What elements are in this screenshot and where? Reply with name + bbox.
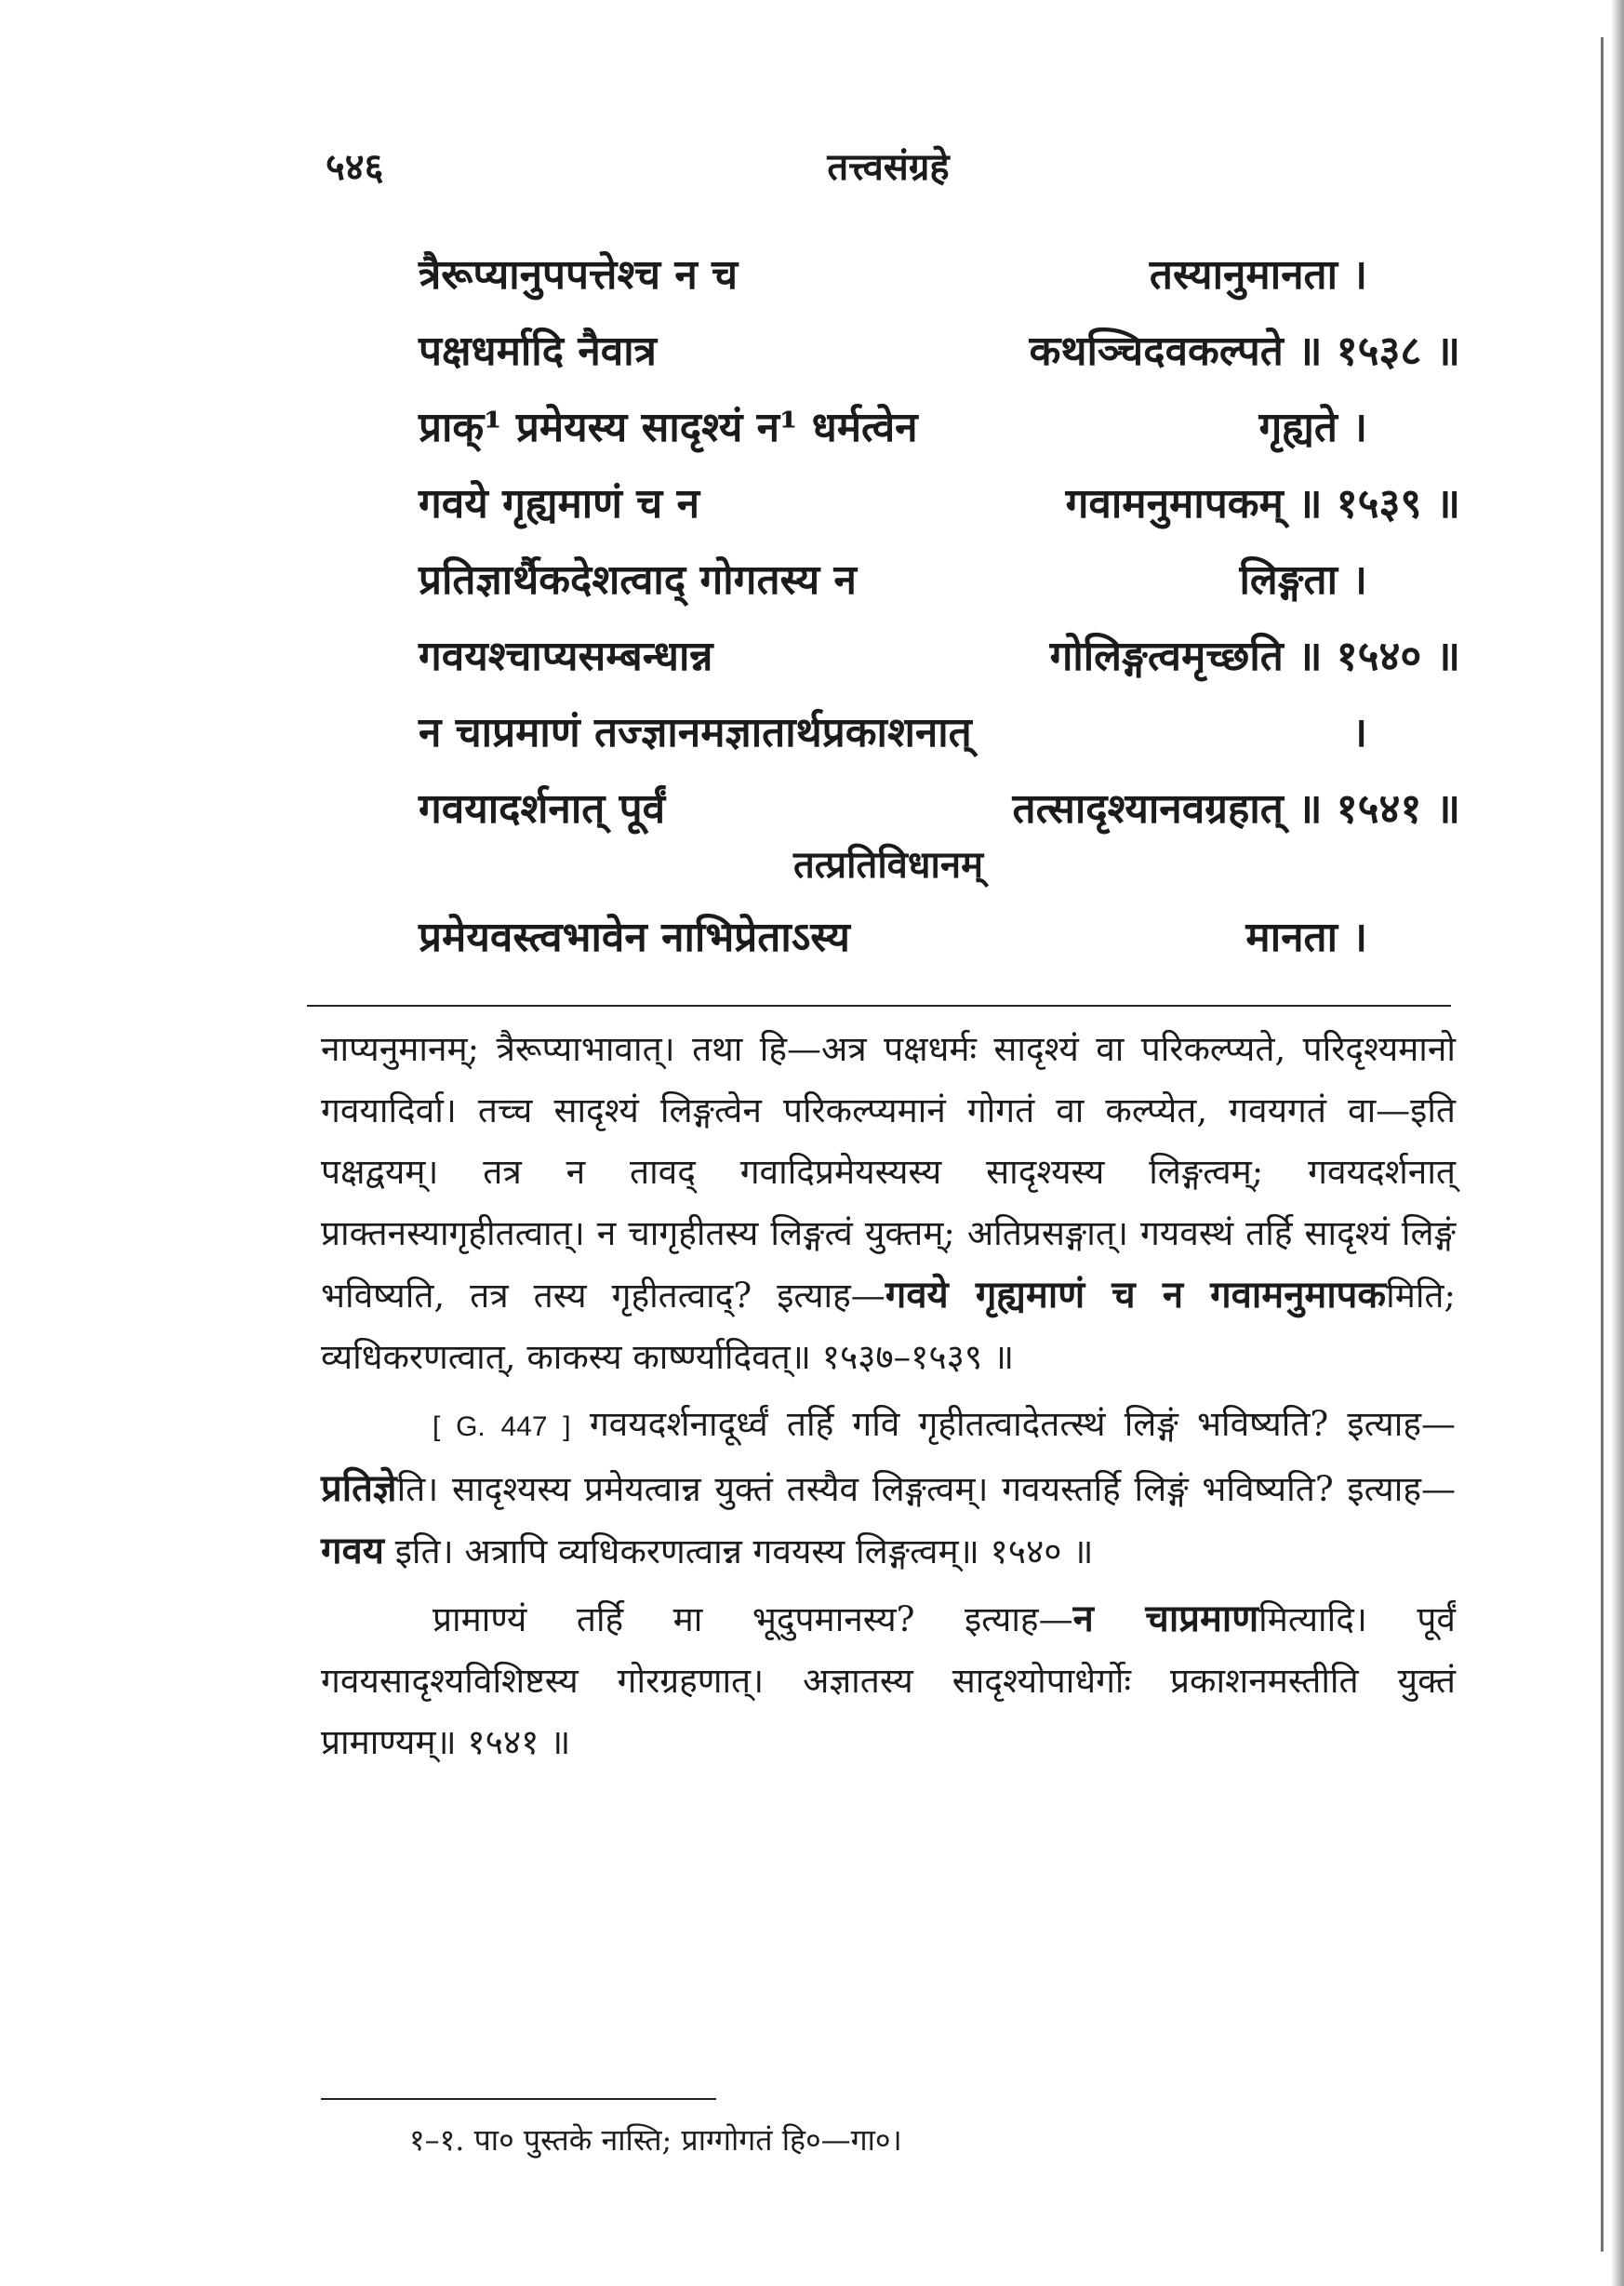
page-edge [1611,0,1624,2286]
commentary-text: ति। सादृश्यस्य प्रमेयत्वान्न युक्तं तस्यैव लिङ्गत्वम्। गवयस्तर्हि लिङ्गं भविष्यति? इत्याह— [396,1469,1456,1509]
commentary-text: मिति; व्यधिकरणत्वात्, काकस्य कार्ष्ण्यादिवत्॥ १५३७–१५३९ ॥ [321,1276,1456,1377]
verse-line-left: प्रमेयवस्त्वभावेन नाभिप्रेताऽस्य [419,914,850,961]
page-edge-line [1601,37,1604,2252]
section-divider [307,1005,1451,1007]
commentary-text: गवयदर्शनादूर्ध्वं तर्हि गवि गृहीतत्वादेतत्स्थं लिङ्गं भविष्यति? इत्याह— [570,1404,1457,1444]
commentary-block [321,1019,1456,1779]
verse-line-left: गवयश्चाप्यसम्बन्धान्न [419,633,713,680]
verse-line [419,314,1460,390]
commentary-quote: प्रतिज्ञे [321,1466,397,1510]
verse-block [419,237,1460,848]
commentary-paragraph [321,1588,1456,1773]
verse-line-right: तस्यानुमानता । [1149,251,1367,299]
commentary-text: मित्यादि। पूर्वं गवयसादृश्यविशिष्टस्य गोरग्रहणात्। अज्ञातस्य सादृश्योपाधेर्गोः प्रकाशनमस्तीति युक्तं प्रामाण्यम्॥ १५४१ ॥ [321,1599,1456,1762]
verse-line-left: प्राक्¹ प्रमेयस्य सादृश्यं न¹ धर्मत्वेन [419,404,918,451]
verse-line [419,907,1367,963]
verse-line-left: गवये गृह्यमाणं च न [419,480,699,528]
commentary-quote: न चाप्रमाण [1072,1597,1259,1640]
commentary-text: नाप्यनुमानम्; त्रैरूप्याभावात्। तथा हि—अत्र पक्षधर्मः सादृश्यं वा परिकल्प्यते, परिदृश्यमानो गवयादिर्वा। तच्च सादृश्यं लिङ्गत्वेन परिकल्प्यमानं गोगतं वा कल्प्येत, गवयगतं वा—इति पक्षद्वयम्। तत्र न तावद् गवादिप्रमेयस्यस्य सादृश्यस्य लिङ्गत्वम्; गवयदर्शनात् प्राक्तनस्यागृहीतत्वात्। न चागृहीतस्य लिङ्गत्वं युक्तम्; अतिप्रसङ्गात्। गयवस्थं तर्हि सादृश्यं लिङ्गं भविष्यति, तत्र तस्य गृहीतत्वाद्? इत्याह— [321,1029,1456,1316]
verse-line [419,390,1460,466]
verse-line-right: कथञ्चिदवकल्पते ॥ १५३८ ॥ [1029,328,1460,375]
verse-line-left: न चाप्रमाणं तज्ज्ञानमज्ञातार्थप्रकाशनात् [419,709,972,756]
verse-line [419,619,1460,695]
page-header [326,140,1451,195]
commentary-quote: गवये गृह्यमाणं च न गवामनुमापक [885,1273,1387,1317]
verse-line-right: लिङ्गता । [1239,556,1367,604]
commentary-paragraph [321,1394,1456,1583]
verse-line-right: गृह्यते । [1258,404,1367,451]
verse-line-left: त्रैरूप्यानुपपत्तेश्च न च [419,251,739,299]
verse-line [419,542,1460,619]
page-number: ५४६ [326,145,384,189]
footnote: १–१. पा० पुस्तके नास्ति; प्राग्गोगतं हि०—गा०। [409,2122,902,2158]
section-heading: तत्प्रतिविधानम् [793,843,983,887]
verse-line-left: प्रतिज्ञार्थैकदेशत्वाद् गोगतस्य न [419,556,857,604]
commentary-text: इति। अत्रापि व्यधिकरणत्वान्न गवयस्य लिङ्गत्वम्॥ १५४० ॥ [383,1531,1094,1571]
verse-line [419,771,1460,848]
verse-line [419,466,1460,542]
verse-line-right: । [1351,709,1367,756]
verse-line-right: गवामनुमापकम् ॥ १५३९ ॥ [1065,480,1460,528]
verse-line-right: तत्सादृश्यानवग्रहात् ॥ १५४१ ॥ [1012,785,1460,833]
verse-line-right: गोलिङ्गत्वमृच्छति ॥ १५४० ॥ [1049,633,1460,680]
verse-line-right: मानता । [1245,914,1367,961]
verse-line [419,237,1460,314]
footnote-divider [321,2098,716,2100]
commentary-paragraph [321,1019,1456,1388]
page-reference: [ G. 447 ] [433,1411,571,1442]
verse-line [419,695,1460,771]
verse-line-left: पक्षधर्मादि नैवात्र [419,328,657,375]
commentary-quote: गवय [321,1529,384,1572]
verse-line-left: गवयादर्शनात् पूर्वं [419,785,666,833]
commentary-text: प्रामाण्यं तर्हि मा भूदुपमानस्य? इत्याह— [433,1599,1073,1639]
running-title: तत्त्वसंग्रहे [827,145,950,189]
